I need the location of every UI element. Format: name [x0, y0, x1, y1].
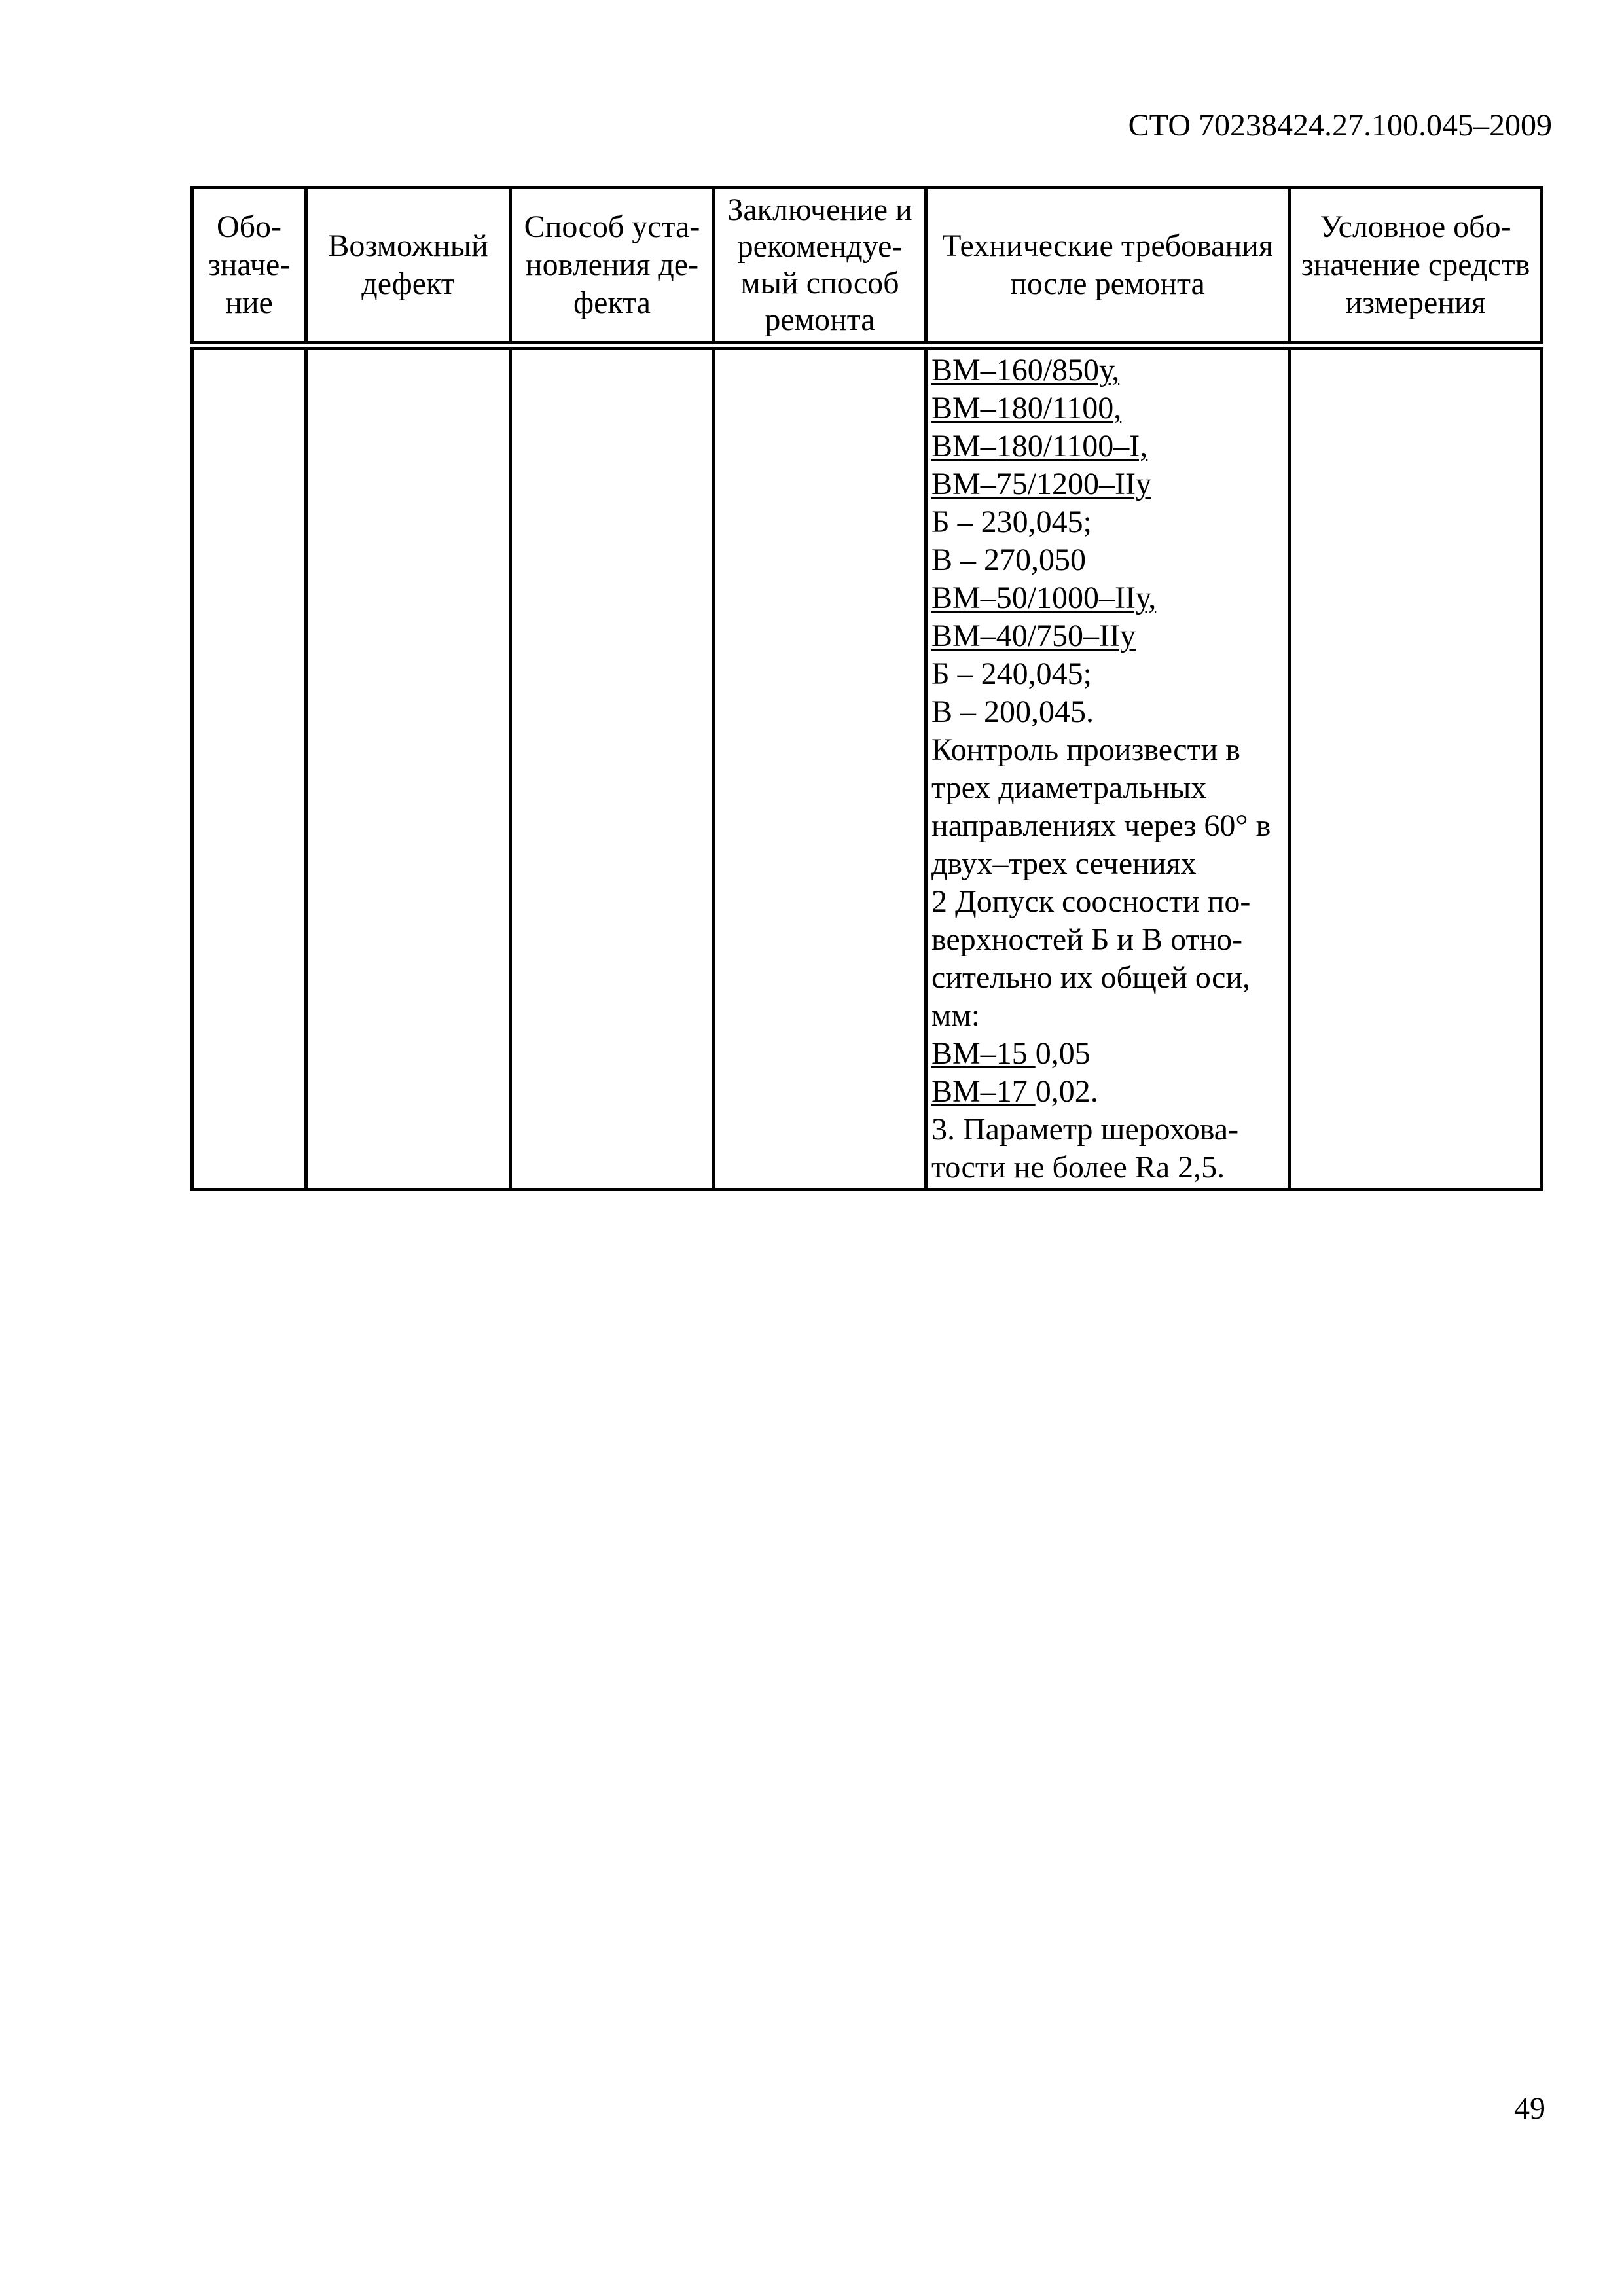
requirement-line: В – 270,050	[931, 543, 1087, 577]
cell-defect	[306, 346, 511, 1190]
requirement-line: двух–трех сечениях	[931, 846, 1197, 881]
requirement-line: ВМ–180/1100,	[931, 391, 1122, 425]
requirement-line: 2 Допуск соосности по-	[931, 884, 1251, 919]
requirement-line: ВМ–180/1100–I,	[931, 429, 1148, 463]
requirement-value: 0,02.	[1035, 1074, 1098, 1109]
requirement-line	[931, 1073, 1285, 1111]
requirement-line: ВМ–50/1000–IIу,	[931, 581, 1157, 615]
requirement-value: 0,05	[1035, 1036, 1091, 1071]
requirement-model: ВМ–15	[931, 1036, 1036, 1071]
header-detection-method: Способ уста- новления де- фекта	[511, 188, 714, 346]
header-designation: Обо- значе- ние	[192, 188, 306, 346]
requirement-line	[931, 1035, 1285, 1073]
header-technical-requirements: Технические требования после ремонта	[926, 188, 1290, 346]
requirement-line: сительно их общей оси,	[931, 960, 1251, 995]
header-possible-defect: Возможный дефект	[306, 188, 511, 346]
page-number: 49	[1514, 2091, 1545, 2126]
defect-table	[190, 186, 1543, 1191]
header-conclusion: Заключение и рекомендуе- мый способ ремонта	[714, 188, 926, 346]
requirement-line: В – 200,045.	[931, 694, 1094, 729]
requirement-line: мм:	[931, 998, 981, 1033]
header-measuring-tools: Условное обо- значение средств измерения	[1290, 188, 1542, 346]
document-code: СТО 70238424.27.100.045–2009	[1128, 108, 1552, 143]
requirements-list	[931, 351, 1285, 1187]
requirement-line: 3. Параметр шерохова-	[931, 1112, 1239, 1147]
requirement-line: Б – 230,045;	[931, 505, 1092, 539]
requirement-line: Б – 240,045;	[931, 656, 1092, 691]
cell-conclusion	[714, 346, 926, 1190]
requirement-line: ВМ–160/850у,	[931, 353, 1120, 387]
cell-technical-requirements	[926, 346, 1290, 1190]
cell-measuring-tools	[1290, 346, 1542, 1190]
cell-designation	[192, 346, 306, 1190]
cell-detection-method	[511, 346, 714, 1190]
table-header-row	[192, 188, 1542, 346]
requirement-line: ВМ–40/750–IIу	[931, 619, 1136, 653]
requirement-line: трех диаметральных	[931, 770, 1207, 805]
requirement-line: тости не более Ra 2,5.	[931, 1150, 1225, 1185]
requirement-model: ВМ–17	[931, 1074, 1036, 1109]
requirement-line: ВМ–75/1200–IIу	[931, 467, 1151, 501]
requirement-line: Контроль произвести в	[931, 732, 1240, 767]
requirement-line: направлениях через 60° в	[931, 808, 1271, 843]
table-row	[192, 346, 1542, 1190]
requirement-line: верхностей Б и В отно-	[931, 922, 1243, 957]
